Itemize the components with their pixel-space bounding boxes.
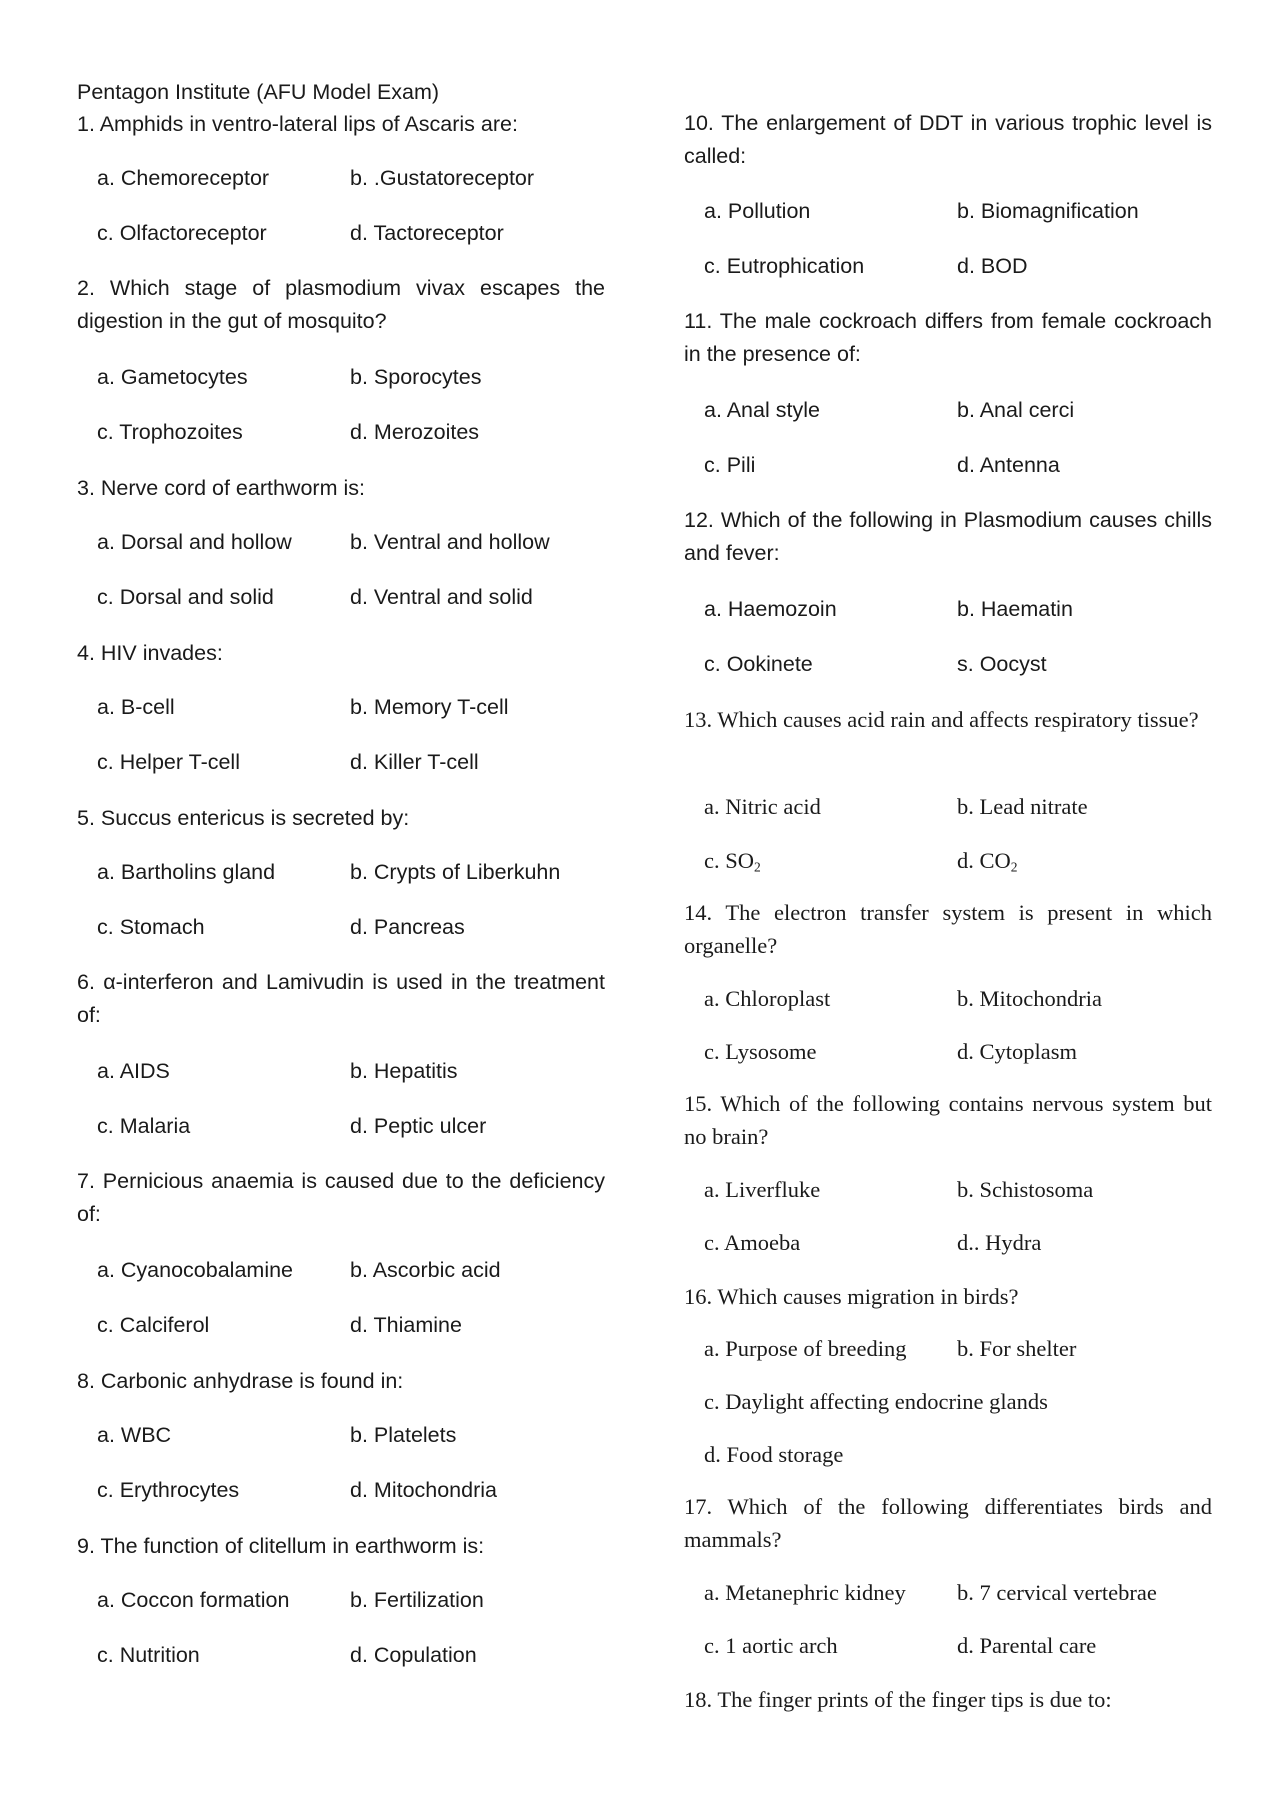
- option-a[interactable]: a. Nitric acid: [704, 794, 821, 819]
- option-b[interactable]: b. Fertilization: [350, 1588, 484, 1612]
- question-text: 13. Which causes acid rain and affects respiratory tissue?: [684, 707, 1199, 732]
- option-c[interactable]: c. Calciferol: [97, 1313, 210, 1337]
- option-d[interactable]: d. Food storage: [704, 1442, 844, 1467]
- option-b[interactable]: b. Platelets: [350, 1423, 457, 1447]
- option-b[interactable]: b. For shelter: [957, 1336, 1077, 1361]
- option-c[interactable]: c. Daylight affecting endocrine glands: [704, 1389, 1048, 1414]
- option-a[interactable]: a. Dorsal and hollow: [97, 530, 292, 554]
- option-d-text: d. CO: [957, 848, 1011, 873]
- question-text: 12. Which of the following in Plasmodium causes chills and fever:: [684, 508, 1212, 565]
- question-text: 4. HIV invades:: [77, 641, 223, 665]
- exam-header: Pentagon Institute (AFU Model Exam): [77, 80, 440, 104]
- option-d[interactable]: d. Thiamine: [350, 1313, 462, 1337]
- option-a[interactable]: a. Chloroplast: [704, 986, 831, 1011]
- option-b[interactable]: b. 7 cervical vertebrae: [957, 1580, 1157, 1605]
- option-a[interactable]: a. Chemoreceptor: [97, 166, 270, 190]
- option-d[interactable]: d. Killer T-cell: [350, 750, 479, 774]
- option-b[interactable]: b. Schistosoma: [957, 1177, 1094, 1202]
- subscript-2: 2: [1010, 859, 1018, 875]
- option-c[interactable]: c. Lysosome: [704, 1039, 817, 1064]
- option-a[interactable]: a. Pollution: [704, 199, 811, 223]
- option-b[interactable]: b. Memory T-cell: [350, 695, 509, 719]
- option-c[interactable]: c. Trophozoites: [97, 420, 243, 444]
- option-d[interactable]: d. Tactoreceptor: [350, 221, 504, 245]
- option-a[interactable]: a. WBC: [97, 1423, 172, 1447]
- option-c[interactable]: c. Stomach: [97, 915, 205, 939]
- question-text: 16. Which causes migration in birds?: [684, 1284, 1019, 1309]
- question-text: 2. Which stage of plasmodium vivax escapes the digestion in the gut of mosquito?: [77, 276, 605, 333]
- option-b[interactable]: b. Crypts of Liberkuhn: [350, 860, 561, 884]
- option-b[interactable]: b. Ventral and hollow: [350, 530, 550, 554]
- option-a[interactable]: a. AIDS: [97, 1059, 170, 1083]
- option-d[interactable]: d. Mitochondria: [350, 1478, 497, 1502]
- option-a[interactable]: a. Liverfluke: [704, 1177, 821, 1202]
- question-text: 14. The electron transfer system is present in which organelle?: [684, 900, 1212, 958]
- option-c[interactable]: c. Ookinete: [704, 652, 813, 676]
- option-d[interactable]: d. Merozoites: [350, 420, 480, 444]
- question-text: 9. The function of clitellum in earthworm is:: [77, 1534, 485, 1558]
- option-d[interactable]: s. Oocyst: [957, 652, 1047, 676]
- option-b[interactable]: b. Sporocytes: [350, 365, 482, 389]
- option-d[interactable]: d. Ventral and solid: [350, 585, 533, 609]
- option-a[interactable]: a. B-cell: [97, 695, 175, 719]
- option-c[interactable]: c. Nutrition: [97, 1643, 200, 1667]
- option-a[interactable]: a. Haemozoin: [704, 597, 837, 621]
- option-c[interactable]: [704, 848, 761, 874]
- option-c[interactable]: c. Pili: [704, 453, 756, 477]
- option-a[interactable]: a. Coccon formation: [97, 1588, 290, 1612]
- option-b[interactable]: b. .Gustatoreceptor: [350, 166, 535, 190]
- option-d[interactable]: d. BOD: [957, 254, 1028, 278]
- question-text: 8. Carbonic anhydrase is found in:: [77, 1369, 404, 1393]
- question-text: 17. Which of the following differentiates birds and mammals?: [684, 1494, 1212, 1552]
- question-text: 5. Succus entericus is secreted by:: [77, 806, 410, 830]
- subscript-2: 2: [754, 859, 761, 875]
- option-d[interactable]: d.. Hydra: [957, 1230, 1042, 1255]
- option-b[interactable]: b. Hepatitis: [350, 1059, 458, 1083]
- option-d[interactable]: d. Cytoplasm: [957, 1039, 1078, 1064]
- option-c[interactable]: c. Dorsal and solid: [97, 585, 274, 609]
- option-c-text: c. SO: [704, 848, 754, 873]
- question-text: 7. Pernicious anaemia is caused due to the deficiency of:: [77, 1169, 605, 1226]
- option-b[interactable]: b. Anal cerci: [957, 398, 1075, 422]
- question-text: 10. The enlargement of DDT in various trophic level is called:: [684, 111, 1212, 168]
- option-a[interactable]: a. Metanephric kidney: [704, 1580, 906, 1605]
- option-b[interactable]: b. Lead nitrate: [957, 794, 1088, 819]
- option-d[interactable]: [957, 848, 1018, 874]
- option-d[interactable]: d. Copulation: [350, 1643, 477, 1667]
- option-b[interactable]: b. Mitochondria: [957, 986, 1102, 1011]
- option-c[interactable]: c. Malaria: [97, 1114, 191, 1138]
- option-d[interactable]: d. Parental care: [957, 1633, 1097, 1658]
- question-text: 1. Amphids in ventro-lateral lips of Ascaris are:: [77, 112, 518, 136]
- option-a[interactable]: a. Gametocytes: [97, 365, 248, 389]
- question-text: 6. α-interferon and Lamivudin is used in the treatment of:: [77, 970, 605, 1027]
- option-c[interactable]: c. 1 aortic arch: [704, 1633, 838, 1658]
- option-c[interactable]: c. Erythrocytes: [97, 1478, 240, 1502]
- option-a[interactable]: a. Bartholins gland: [97, 860, 276, 884]
- option-d[interactable]: d. Antenna: [957, 453, 1060, 477]
- option-c[interactable]: c. Eutrophication: [704, 254, 865, 278]
- option-d[interactable]: d. Pancreas: [350, 915, 465, 939]
- question-text: 3. Nerve cord of earthworm is:: [77, 476, 365, 500]
- option-c[interactable]: c. Olfactoreceptor: [97, 221, 267, 245]
- option-b[interactable]: b. Biomagnification: [957, 199, 1139, 223]
- question-text: 18. The finger prints of the finger tips is due to:: [684, 1687, 1112, 1712]
- question-text: 11. The male cockroach differs from female cockroach in the presence of:: [684, 309, 1212, 366]
- option-a[interactable]: a. Purpose of breeding: [704, 1336, 907, 1361]
- option-c[interactable]: c. Helper T-cell: [97, 750, 240, 774]
- option-d[interactable]: d. Peptic ulcer: [350, 1114, 487, 1138]
- option-b[interactable]: b. Haematin: [957, 597, 1073, 621]
- option-a[interactable]: a. Cyanocobalamine: [97, 1258, 294, 1282]
- question-text: 15. Which of the following contains nervous system but no brain?: [684, 1091, 1212, 1149]
- option-c[interactable]: c. Amoeba: [704, 1230, 801, 1255]
- option-b[interactable]: b. Ascorbic acid: [350, 1258, 501, 1282]
- option-a[interactable]: a. Anal style: [704, 398, 820, 422]
